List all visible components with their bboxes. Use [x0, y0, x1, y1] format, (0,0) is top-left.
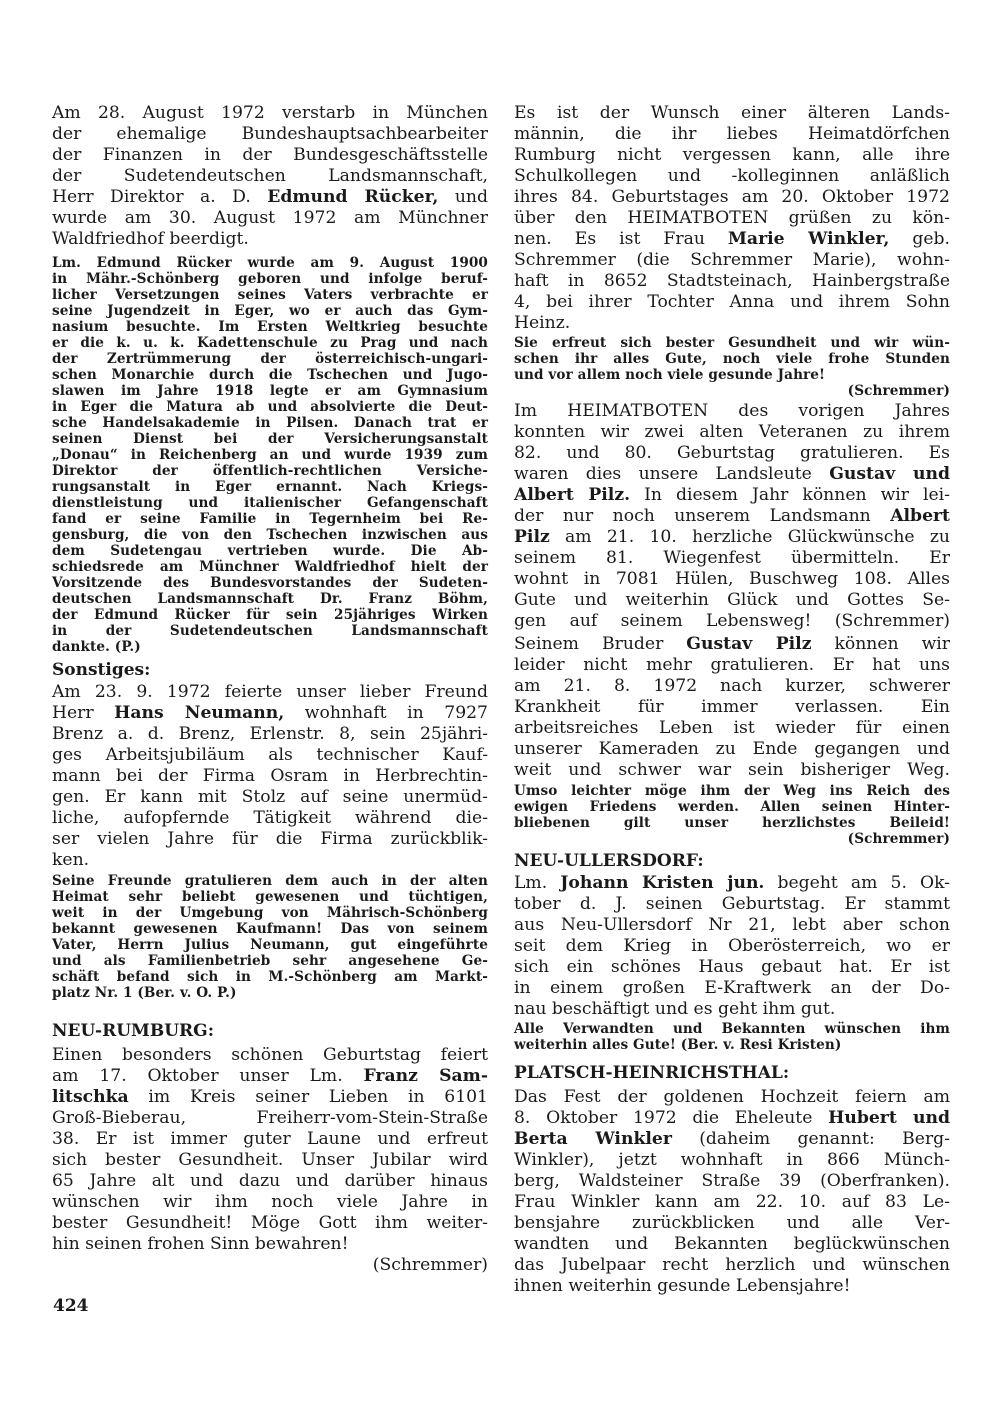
text-line: wohnt in 7081 Hülen, Buschweg 108. Alles — [514, 569, 950, 589]
right-column — [514, 103, 950, 1297]
text-line: Das Fest der goldenen Hochzeit feiern am — [514, 1087, 950, 1107]
text-line: Am 28. August 1972 verstarb in München — [52, 103, 488, 123]
text-line: unserer Kameraden zu Ende gegangen und — [514, 739, 950, 759]
section-heading-sonstiges: Sonstiges: — [52, 660, 151, 680]
text-line: wandten und Bekannten beglückwünschen — [514, 1234, 950, 1254]
neumann-details — [52, 873, 488, 1001]
text-line: 38. Er ist immer guter Laune und erfreut — [52, 1129, 488, 1149]
text-line: Direktor der öffentlich-rechtlichen Versiche- — [52, 463, 488, 479]
text-line: Lm. Johann Kristen jun. begeht am 5. Ok- — [514, 873, 950, 893]
bold-name: Albert — [890, 506, 950, 526]
gustav-pilz-details — [514, 783, 950, 847]
section-heading-neu-rumburg: NEU-RUMBURG: — [52, 1021, 214, 1041]
text-line: Brenz a. d. Brenz, Erlenstr. 8, sein 25jähri- — [52, 724, 488, 744]
text-line: der ehemalige Bundeshauptsachbearbeiter — [52, 124, 488, 144]
text-line: litschka im Kreis seiner Lieben in 6101 — [52, 1087, 488, 1107]
text-line: dankte. (P.) — [52, 639, 141, 655]
kristen-paragraph — [514, 873, 950, 1020]
text-line: am 17. Oktober unser Lm. Franz Sam- — [52, 1066, 489, 1086]
bold-name: Edmund Rücker, — [267, 187, 439, 207]
text-line: schen ihr alles Gute, noch viele frohe Stunden — [514, 351, 950, 367]
text-line: der Finanzen in der Bundesgeschäftsstelle — [52, 145, 488, 165]
bold-name: Gustav und — [829, 464, 950, 484]
text-line: ser vielen Jahre für die Firma zurückblik- — [52, 829, 488, 849]
section-heading-neu-ullersdorf: NEU-ULLERSDORF: — [514, 851, 704, 871]
text-line: ges Arbeitsjubiläum als technischer Kauf- — [52, 745, 488, 765]
text-line: sche Handelsakademie in Pilsen. Danach trat er — [52, 415, 488, 431]
text-line: liche, aufopfernde Tätigkeit während die- — [52, 808, 488, 828]
text-line: nau beschäftigt und es geht ihm gut. — [514, 999, 836, 1019]
winkler-details — [514, 335, 950, 399]
golden-wedding-paragraph — [514, 1087, 950, 1297]
text-line: slawen im Jahre 1918 legte er am Gymnasium — [52, 383, 488, 399]
text-line: 4, bei ihrer Tochter Anna und ihrem Sohn — [514, 292, 950, 312]
text-line: Winkler), jetzt wohnhaft in 866 Münch- — [514, 1150, 950, 1170]
text-line: haft in 8652 Stadtsteinach, Hainbergstraße — [514, 271, 950, 291]
text-line: der nur noch unserem Landsmann Albert — [514, 506, 950, 526]
text-line: dienstleistung und italienischer Gefangenschaft — [52, 495, 488, 511]
text-line: gen auf seinem Lebensweg! (Schremmer) — [514, 611, 950, 631]
section-heading-platsch-heinrichsthal: PLATSCH-HEINRICHSTHAL: — [514, 1063, 790, 1083]
text-line: bliebenen gilt unser herzlichstes Beileid! — [514, 815, 950, 831]
winkler-paragraph — [514, 103, 950, 334]
text-line: hin seinen frohen Sinn bewahren! — [52, 1234, 349, 1254]
text-line: fand er seine Familie in Tegernheim bei Re- — [52, 511, 488, 527]
text-line: wurde am 30. August 1972 am Münchner — [52, 208, 488, 228]
text-line: gen. Er kann mit Stolz auf seine unermüd- — [52, 787, 488, 807]
text-line: Herr Hans Neumann, wohnhaft in 7927 — [52, 703, 488, 723]
text-line: Vorsitzende des Bundesvorstandes der Sudeten- — [52, 575, 488, 591]
text-line: Einen besonders schönen Geburtstag feiert — [52, 1045, 488, 1065]
text-line: Heimat sehr beliebt gewesenen und tüchtigen, — [52, 889, 488, 905]
text-line: männin, die ihr liebes Heimatdörfchen — [514, 124, 950, 144]
text-line: Im HEIMATBOTEN des vorigen Jahres — [514, 401, 950, 421]
text-line: Berta Winkler (daheim genannt: Berg- — [514, 1129, 950, 1149]
text-line: 65 Jahre alt und dazu und darüber hinaus — [52, 1171, 488, 1191]
text-line: rungsanstalt in Eger ernannt. Nach Kriegs- — [52, 479, 488, 495]
text-line: 82. und 80. Geburtstag gratulieren. Es — [514, 443, 950, 463]
text-line: in der Sudetendeutschen Landsmannschaft — [52, 623, 488, 639]
text-line: nen. Es ist Frau Marie Winkler, geb. — [514, 229, 950, 249]
text-line: Es ist der Wunsch einer älteren Lands- — [514, 103, 950, 123]
bold-name: Gustav Pilz — [686, 634, 812, 654]
text-line: Frau Winkler kann am 22. 10. auf 83 Le- — [514, 1192, 950, 1212]
left-column — [52, 103, 488, 1276]
text-line: weit in der Umgebung von Mährisch-Schönberg — [52, 905, 488, 921]
text-line: schen Monarchie durch die Tschechen und Jugo- — [52, 367, 488, 383]
bold-name: Franz Sam- — [363, 1066, 489, 1086]
text-line: licher Versetzungen seines Vaters verbrachte er — [52, 287, 488, 303]
text-line: sich bester Gesundheit. Unser Jubilar wird — [52, 1150, 488, 1170]
text-line: waren dies unsere Landsleute Gustav und — [514, 464, 950, 484]
bold-name: litschka — [52, 1087, 129, 1107]
text-line: seinen Dienst bei der Versicherungsanstalt — [52, 431, 488, 447]
neumann-paragraph — [52, 682, 488, 871]
text-line: und vor allem noch viele gesunde Jahre! — [514, 367, 826, 383]
pilz-paragraph — [514, 401, 950, 632]
bold-name: Pilz — [514, 527, 550, 547]
text-line: Albert Pilz. In diesem Jahr können wir lei- — [514, 485, 950, 505]
text-line: wünschen wir ihm noch viele Jahre in — [52, 1192, 488, 1212]
text-line: der Sudetendeutschen Landsmannschaft, — [52, 166, 488, 186]
text-line: er die k. u. k. Kadettenschule zu Prag und nach — [52, 335, 488, 351]
text-line: deutschen Landsmannschaft Dr. Franz Böhm, — [52, 591, 488, 607]
author-signature: (Schremmer) — [372, 1255, 488, 1275]
text-line: der Zertrümmerung der österreichisch-ungari- — [52, 351, 488, 367]
text-line: Am 23. 9. 1972 feierte unser lieber Freund — [52, 682, 488, 702]
text-line: weit und schwer war sein bisheriger Weg. — [514, 760, 950, 780]
text-line: sich ein schönes Haus gebaut hat. Er ist — [514, 957, 950, 977]
kristen-details — [514, 1021, 950, 1053]
gustav-pilz-paragraph — [514, 634, 950, 781]
text-line: der Edmund Rücker für sein 25jähriges Wirken — [52, 607, 488, 623]
text-line: Pilz am 21. 10. herzliche Glückwünsche zu — [514, 527, 950, 547]
text-line: gensburg, die von den Tschechen inzwischen aus — [52, 527, 488, 543]
text-line: seine Jugendzeit in Eger, wo er auch das Gym- — [52, 303, 488, 319]
author-signature: (Schremmer) — [847, 831, 950, 847]
text-line: in Mähr.-Schönberg geboren und infolge beruf- — [52, 271, 488, 287]
obituary-details — [52, 255, 488, 655]
text-line: nasium besuchte. Im Ersten Weltkrieg besuchte — [52, 319, 488, 335]
text-line: Schulkollegen und -kolleginnen anläßlich — [514, 166, 950, 186]
bold-name: Albert Pilz. — [514, 485, 631, 505]
text-line: ihnen weiterhin gesunde Lebensjahre! — [514, 1276, 851, 1296]
text-line: 8. Oktober 1972 die Eheleute Hubert und — [514, 1108, 950, 1128]
text-line: arbeitsreiches Leben ist wieder für einen — [514, 718, 950, 738]
text-line: seit dem Krieg in Oberösterreich, wo er — [514, 936, 950, 956]
text-line: in einem großen E-Kraftwerk an der Do- — [514, 978, 950, 998]
text-line: tober d. J. seinen Geburtstag. Er stammt — [514, 894, 950, 914]
text-line: Lm. Edmund Rücker wurde am 9. August 1900 — [52, 255, 488, 271]
text-line: Groß-Bieberau, Freiherr-vom-Stein-Straße — [52, 1108, 488, 1128]
text-line: leider nicht mehr gratulieren. Er hat uns — [514, 655, 950, 675]
text-line: weiterhin alles Gute! (Ber. v. Resi Kristen) — [514, 1037, 842, 1053]
text-line: ihres 84. Geburtstages am 20. Oktober 1972 — [514, 187, 950, 207]
text-line: berg, Waldsteiner Straße 39 (Oberfranken). — [514, 1171, 950, 1191]
text-line: Heinz. — [514, 313, 571, 333]
bold-name: Berta Winkler — [514, 1129, 672, 1149]
text-line: schiedsrede am Münchner Waldfriedhof hielt der — [52, 559, 488, 575]
text-line: „Donau“ in Reichenberg an und wurde 1939 zum — [52, 447, 488, 463]
text-line: seinem 81. Wiegenfest übermitteln. Er — [514, 548, 950, 568]
bold-name: Johann Kristen jun. — [560, 873, 765, 893]
text-line: Schremmer (die Schremmer Marie), wohn- — [514, 250, 950, 270]
text-line: Seinem Bruder Gustav Pilz können wir — [514, 634, 951, 654]
text-line: Sie erfreut sich bester Gesundheit und wir wün- — [514, 335, 950, 351]
text-line: in Eger die Matura ab und absolvierte die Deut- — [52, 399, 488, 415]
text-line: konnten wir zwei alten Veteranen zu ihrem — [514, 422, 950, 442]
page-number: 424 — [53, 1296, 89, 1316]
text-line: und als Familienbetrieb sehr angesehene Ge- — [52, 953, 488, 969]
text-line: dem Sudetengau vertrieben wurde. Die Ab- — [52, 543, 488, 559]
text-line: am 21. 8. 1972 nach kurzer, schwerer — [514, 676, 950, 696]
text-line: Vater, Herrn Julius Neumann, gut eingeführte — [52, 937, 488, 953]
text-line: bensjahre zurückblicken und alle Ver- — [514, 1213, 950, 1233]
text-line: ewigen Friedens werden. Allen seinen Hinter- — [514, 799, 950, 815]
text-line: Herr Direktor a. D. Edmund Rücker, und — [52, 187, 488, 207]
text-line: aus Neu-Ullersdorf Nr 21, lebt aber schon — [514, 915, 950, 935]
text-line: platz Nr. 1 (Ber. v. O. P.) — [52, 985, 237, 1001]
text-line: über den HEIMATBOTEN grüßen zu kön- — [514, 208, 950, 228]
text-line: das Jubelpaar recht herzlich und wünschen — [514, 1255, 950, 1275]
text-line: Krankheit für immer verlassen. Ein — [514, 697, 950, 717]
obituary-paragraph — [52, 103, 488, 250]
text-line: ken. — [52, 850, 90, 870]
text-line: Gute und weiterhin Glück und Gottes Se- — [514, 590, 950, 610]
text-line: Rumburg nicht vergessen kann, alle ihre — [514, 145, 950, 165]
bold-name: Marie Winkler, — [727, 229, 890, 249]
text-line: mann bei der Firma Osram in Herbrechtin- — [52, 766, 488, 786]
author-signature: (Schremmer) — [847, 383, 950, 399]
text-line: bekannt gewesenen Kaufmann! Das von seinem — [52, 921, 488, 937]
text-line: bester Gesundheit! Möge Gott ihm weiter- — [52, 1213, 488, 1233]
bold-name: Hans Neumann, — [114, 703, 285, 723]
bold-name: Hubert und — [828, 1108, 950, 1128]
text-line: Waldfriedhof beerdigt. — [52, 229, 249, 249]
text-line: Seine Freunde gratulieren dem auch in der alten — [52, 873, 488, 889]
text-line: schäft befand sich in M.-Schönberg am Markt- — [52, 969, 488, 985]
samlitschka-paragraph — [52, 1045, 488, 1276]
text-line: Alle Verwandten und Bekannten wünschen ihm — [514, 1021, 950, 1037]
text-line: Umso leichter möge ihm der Weg ins Reich des — [514, 783, 950, 799]
